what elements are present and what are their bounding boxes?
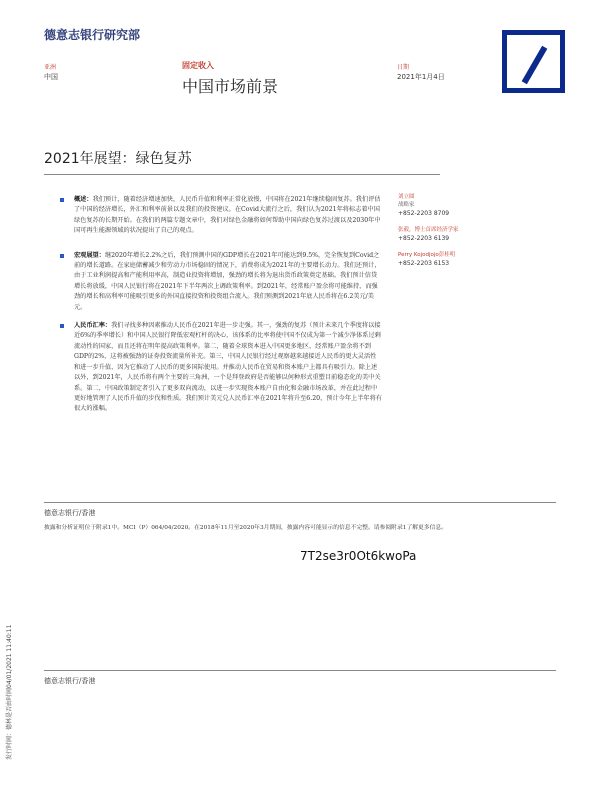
publication-title: 中国市场前景	[182, 77, 279, 96]
contact-card	[398, 193, 518, 218]
footer-divider	[44, 502, 556, 503]
date-value: 2021年1月4日	[397, 73, 445, 81]
bullet-lead: 宏观展望：	[74, 251, 105, 259]
contact-phone: +852-2203 6153	[398, 260, 450, 267]
report-title: 2021年展望：绿色复苏	[44, 151, 192, 167]
analyst-contacts	[398, 193, 518, 276]
document-code: 7T2se3r0Ot6kwoPa	[300, 549, 417, 563]
bullet-marker	[60, 254, 64, 258]
logo-slash	[522, 46, 548, 85]
bullet-overview	[60, 195, 382, 237]
date-label: 日期	[397, 64, 410, 71]
bank-logo	[502, 30, 565, 93]
contact-phone: +852-2203 6139	[398, 235, 450, 242]
bullet-text: 我们预计，随着经济增速加快，人民币升值和利率正常化放慢，中国将在2021年继续稳固复苏。我们评估了中国的经济增长，外汇和利率前景以及我们的投资建议。在Covid大流行之后，我们认为2021年将标志着中国绿色复苏的长期开始。在我们的两篇专题文章中，我们对绿色金融将如何帮助中国向绿色复苏过渡以及2030年中国可再生能源领域的状况提出了自己的观点。	[74, 196, 381, 235]
contact-name[interactable]: 张毅，博士首席经济学家	[398, 227, 459, 233]
bottom-divider	[44, 670, 556, 671]
bottom-brand: 德意志银行/香港	[44, 677, 96, 685]
contact-card	[398, 251, 518, 268]
category-label: 固定收入	[182, 61, 214, 70]
bullet-marker	[60, 324, 64, 328]
bullet-text: 继2020年增长2.2%之后，我们预测中国的GDP增长在2021年可能达到9.5%，完全恢复到Covid之前的增长道路。在家庭储蓄减少和劳动力市场稳固的情况下，消费将成为2021年的主要增长动力。我们还预计，由于工业利润提高和产能利用率高，制造业投资将增加，强劲的增长将为退出货币政策奠定基础。我们预计信贷增长将放缓，中国人民银行将在2021年下半年两次上调政策利率。到2021年，经常账户盈余将可能维持，而强劲的增长和高利率可能吸引更多的外国直接投资和投资组合流入。我们预测到2021年底人民币将在6.2美元/美元。	[74, 251, 381, 311]
contact-title: 战略家	[398, 202, 415, 208]
brand-name: 德意志银行研究部	[44, 28, 141, 42]
bullet-macro-outlook	[60, 251, 382, 313]
bullet-text: 我们寻找多种因素推动人民币在2021年进一步走强。其一，强劲的复苏（预计未来几个季度将以接近6%的季率增长）和中国人民银行降低宏观杠杆的决心，该体系的比率将使中国不仅成为第一个减少净体系过剩流动性的国家，而且还将在明年提高政策利率。第二，随着全球资本进入中国更多地区，经常账户盈余将不到GDP的2%，这将被强劲的证券投资流量所补充。第三，中国人民银行经过观察越来越接近人民币的更大灵活性和进一步升值，因为它推动了人民币的更多国际使用。并推动人民币在贸易和资本账户上都具有吸引力。除上述以外，到2021年，人民币将有两个主要的三角洲，一个是拜登政府是否能够以何种形式重塑目前稳态化的美中关系。第二，中国政策制定者引入了更多双向流动，以进一步实现资本账户自由化和金融市场改革，并在此过程中更好地管理了人民币升值的步伐和性质。我们预计美元兑人民币汇率在2021年将升至6.20，预计今年上半年将有很大的涨幅。	[74, 322, 382, 413]
bullet-lead: 人民币汇率：	[74, 322, 112, 330]
contact-phone: +852-2203 8709	[398, 210, 450, 217]
footer-disclaimer: 披露和分析证明位于附录1中。MCI（P）064/04/2020。在2018年11月至2020年3月期间，披露内容可能显示的信息不完整。请参阅附录1了解更多信息。	[44, 525, 448, 531]
region-label: 亚洲	[44, 64, 57, 71]
contact-card	[398, 226, 518, 243]
bullet-marker	[60, 198, 64, 202]
region-value: 中国	[44, 73, 58, 81]
bullet-rmb-rate	[60, 321, 382, 415]
title-divider	[44, 174, 440, 175]
contact-name[interactable]: Perry Kojodjojo彭桂明	[398, 252, 456, 258]
footer-brand: 德意志银行/香港	[44, 509, 96, 517]
side-timestamp: 发行时间：德林是否由时间04/01/2021 11:40:11	[6, 624, 13, 760]
summary-bullets	[60, 195, 382, 423]
contact-name[interactable]: 刘立圆	[398, 194, 415, 200]
bullet-lead: 概述：	[74, 196, 93, 203]
